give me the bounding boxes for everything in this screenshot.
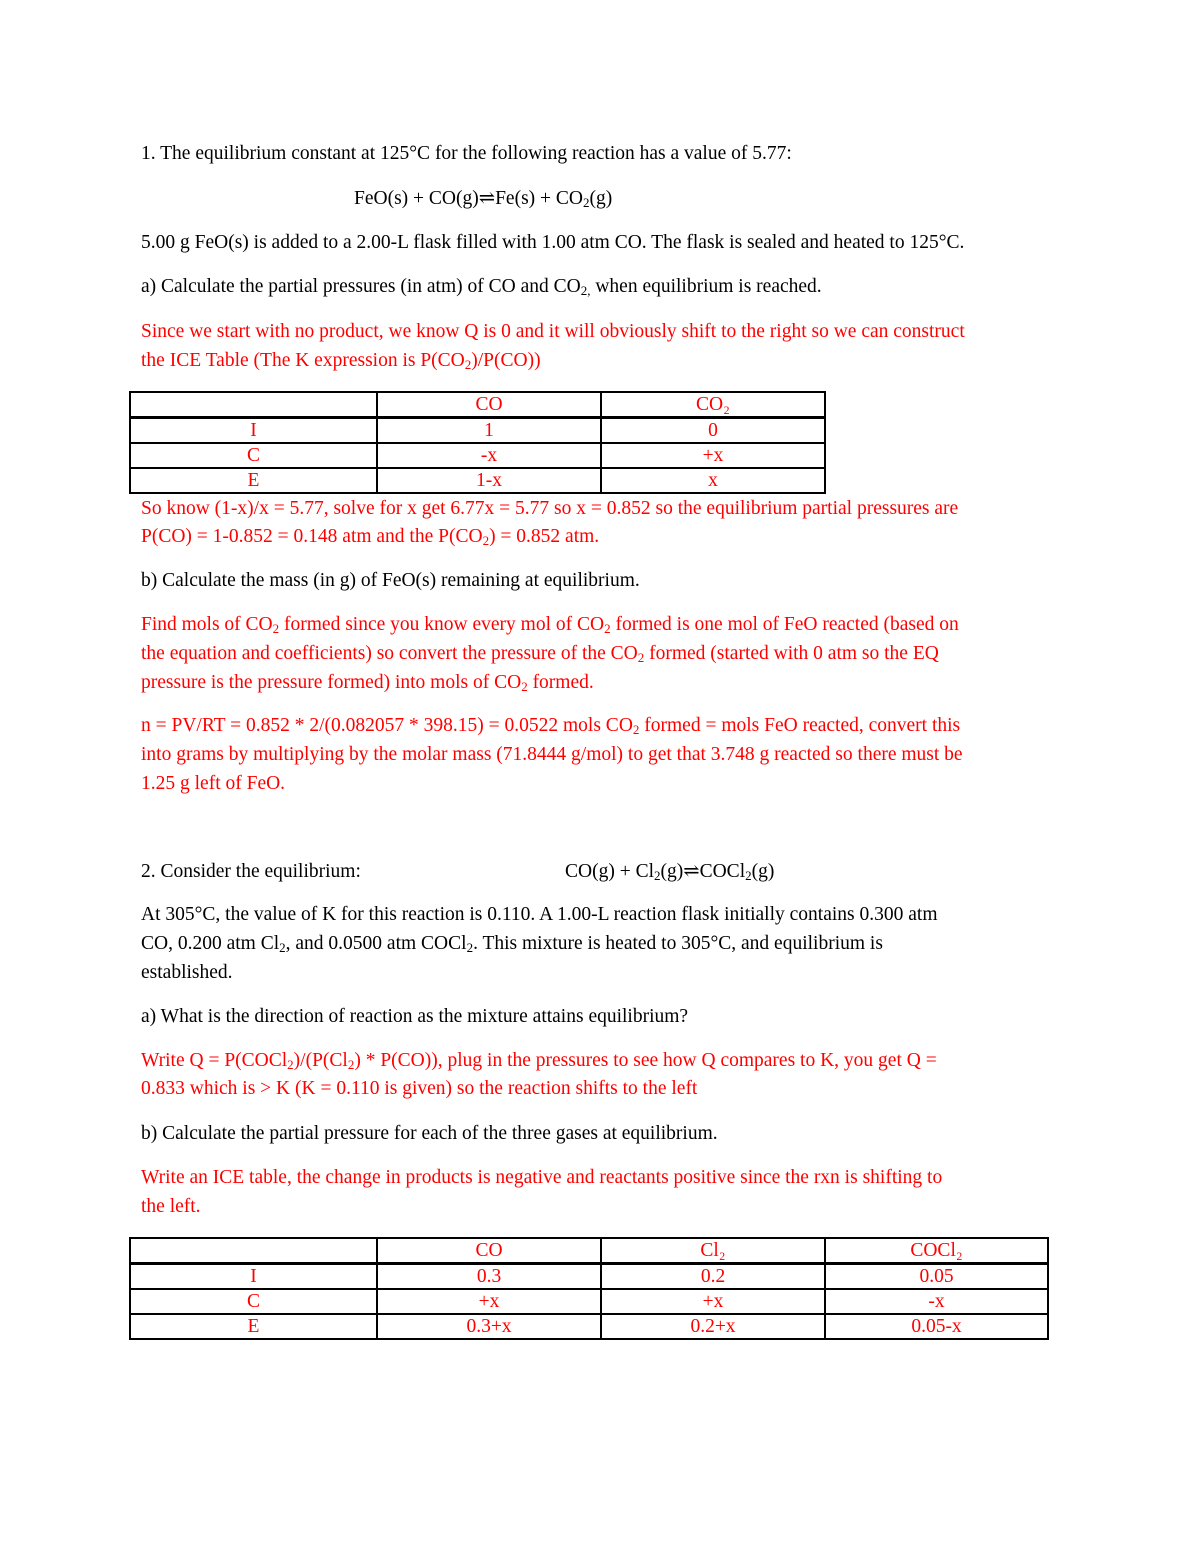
q2-setup-line1: At 305°C, the value of K for this reaction is 0.110. A 1.00-L reaction flask initially contains 0.300 atm — [141, 904, 938, 925]
table-row — [130, 443, 825, 468]
table-cell: +x — [377, 1289, 601, 1314]
q2-part-b: b) Calculate the partial pressure for each of the three gases at equilibrium. — [141, 1123, 718, 1144]
q1-calc-line3: 1.25 g left of FeO. — [141, 773, 286, 794]
table-cell: +x — [601, 1289, 825, 1314]
table-cell: 0.3 — [377, 1264, 601, 1290]
q1-answer-b-line1: Find mols of $CO_2$ formed since you know every mol of $CO_2$ formed is one mol of FeO reacted (based on — [141, 614, 959, 636]
table-row — [130, 1314, 1048, 1339]
q1-answer-a-line2: the ICE Table (The K expression is $P(CO_2)/P(CO)$) — [141, 350, 541, 372]
q2-setup-line2: CO, 0.200 atm $Cl_2$, and 0.0500 atm COCl$_2$. This mixture is heated to 305°C, and equilibrium is — [141, 933, 883, 955]
q2-answer-b-line2: the left. — [141, 1196, 201, 1217]
table-cell: 0 — [601, 418, 825, 444]
table-cell: C — [130, 1289, 377, 1314]
table-cell: 0.2+x — [601, 1314, 825, 1339]
table-row — [130, 1264, 1048, 1290]
q2-intro: 2. Consider the equilibrium: — [141, 861, 361, 882]
table-header-cell: COCl₂ — [825, 1238, 1048, 1264]
q1-solve-line1: So know (1-x)/x = 5.77, solve for x get 6.77x = 5.77 so x = 0.852 so the equilibrium partial pressures are — [141, 498, 959, 519]
table-cell: E — [130, 1314, 377, 1339]
q1-solve-line2: P(CO) = 1-0.852 = 0.148 atm and the $P(CO_2) = 0.852$ atm. — [141, 526, 600, 548]
q1-answer-b-line3: pressure is the pressure formed) into mols of $CO_2$ formed. — [141, 672, 594, 694]
table-cell: C — [130, 443, 377, 468]
table-header-cell: CO₂ — [601, 392, 825, 418]
q1-calc-line1: n = PV/RT = 0.852 * 2/(0.082057 * 398.15) = 0.0522 mols $CO_2$ formed = mols FeO reacted, convert this — [141, 715, 961, 737]
table-cell: x — [601, 468, 825, 493]
table-cell: I — [130, 418, 377, 444]
q1-answer-b-line2: the equation and coefficients) so convert the pressure of the $CO_2$ formed (started with 0 atm so the EQ — [141, 643, 939, 665]
table-header-cell: Cl₂ — [601, 1238, 825, 1264]
q2-answer-b-line1: Write an ICE table, the change in products is negative and reactants positive since the rxn is shifting to — [141, 1167, 943, 1188]
table-header-row — [130, 392, 825, 418]
table-header-cell: CO — [377, 392, 601, 418]
table-cell: E — [130, 468, 377, 493]
table-cell: 0.3+x — [377, 1314, 601, 1339]
table-cell: -x — [825, 1289, 1048, 1314]
q1-equation: FeO(s) + CO(g)⇌Fe(s) + $CO_2(g)$ — [354, 188, 613, 210]
table-cell: I — [130, 1264, 377, 1290]
q2-answer-a-line2: 0.833 which is > K (K = 0.110 is given) so the reaction shifts to the left — [141, 1078, 698, 1099]
table-row — [130, 1289, 1048, 1314]
table-cell: 1 — [377, 418, 601, 444]
q2-ice-table — [129, 1237, 1049, 1340]
table-cell: 0.05 — [825, 1264, 1048, 1290]
table-cell: -x — [377, 443, 601, 468]
q1-intro: 1. The equilibrium constant at 125°C for the following reaction has a value of 5.77: — [141, 143, 792, 164]
table-cell: 1-x — [377, 468, 601, 493]
q1-ice-table — [129, 391, 826, 494]
q1-answer-a-line1: Since we start with no product, we know Q is 0 and it will obviously shift to the right so we can construct — [141, 321, 965, 342]
table-row — [130, 418, 825, 444]
table-cell: 0.2 — [601, 1264, 825, 1290]
table-cell: +x — [601, 443, 825, 468]
table-header-row — [130, 1238, 1048, 1264]
q1-part-b: b) Calculate the mass (in g) of FeO(s) remaining at equilibrium. — [141, 570, 640, 591]
table-header-cell — [130, 392, 377, 418]
q1-setup: 5.00 g FeO(s) is added to a 2.00-L flask filled with 1.00 atm CO. The flask is sealed and heated to 125°C. — [141, 232, 965, 253]
table-row — [130, 468, 825, 493]
q2-answer-a-line1: Write $Q = P(COCl_2)/(P(Cl_2) * P(CO))$, plug in the pressures to see how Q compares to K, you get Q = — [141, 1050, 937, 1072]
table-header-cell: CO — [377, 1238, 601, 1264]
table-cell: 0.05-x — [825, 1314, 1048, 1339]
q1-calc-line2: into grams by multiplying by the molar mass (71.8444 g/mol) to get that 3.748 g reacted so there must be — [141, 744, 963, 765]
q2-part-a: a) What is the direction of reaction as the mixture attains equilibrium? — [141, 1006, 689, 1027]
q1-part-a: a) Calculate the partial pressures (in atm) of CO and $CO_{2,}$ when equilibrium is reached. — [141, 276, 822, 298]
q2-setup-line3: established. — [141, 962, 233, 983]
q2-equation: $CO(g) + Cl_2(g)\rightleftharpoons COCl_2(g)$ — [565, 861, 775, 883]
table-header-cell — [130, 1238, 377, 1264]
